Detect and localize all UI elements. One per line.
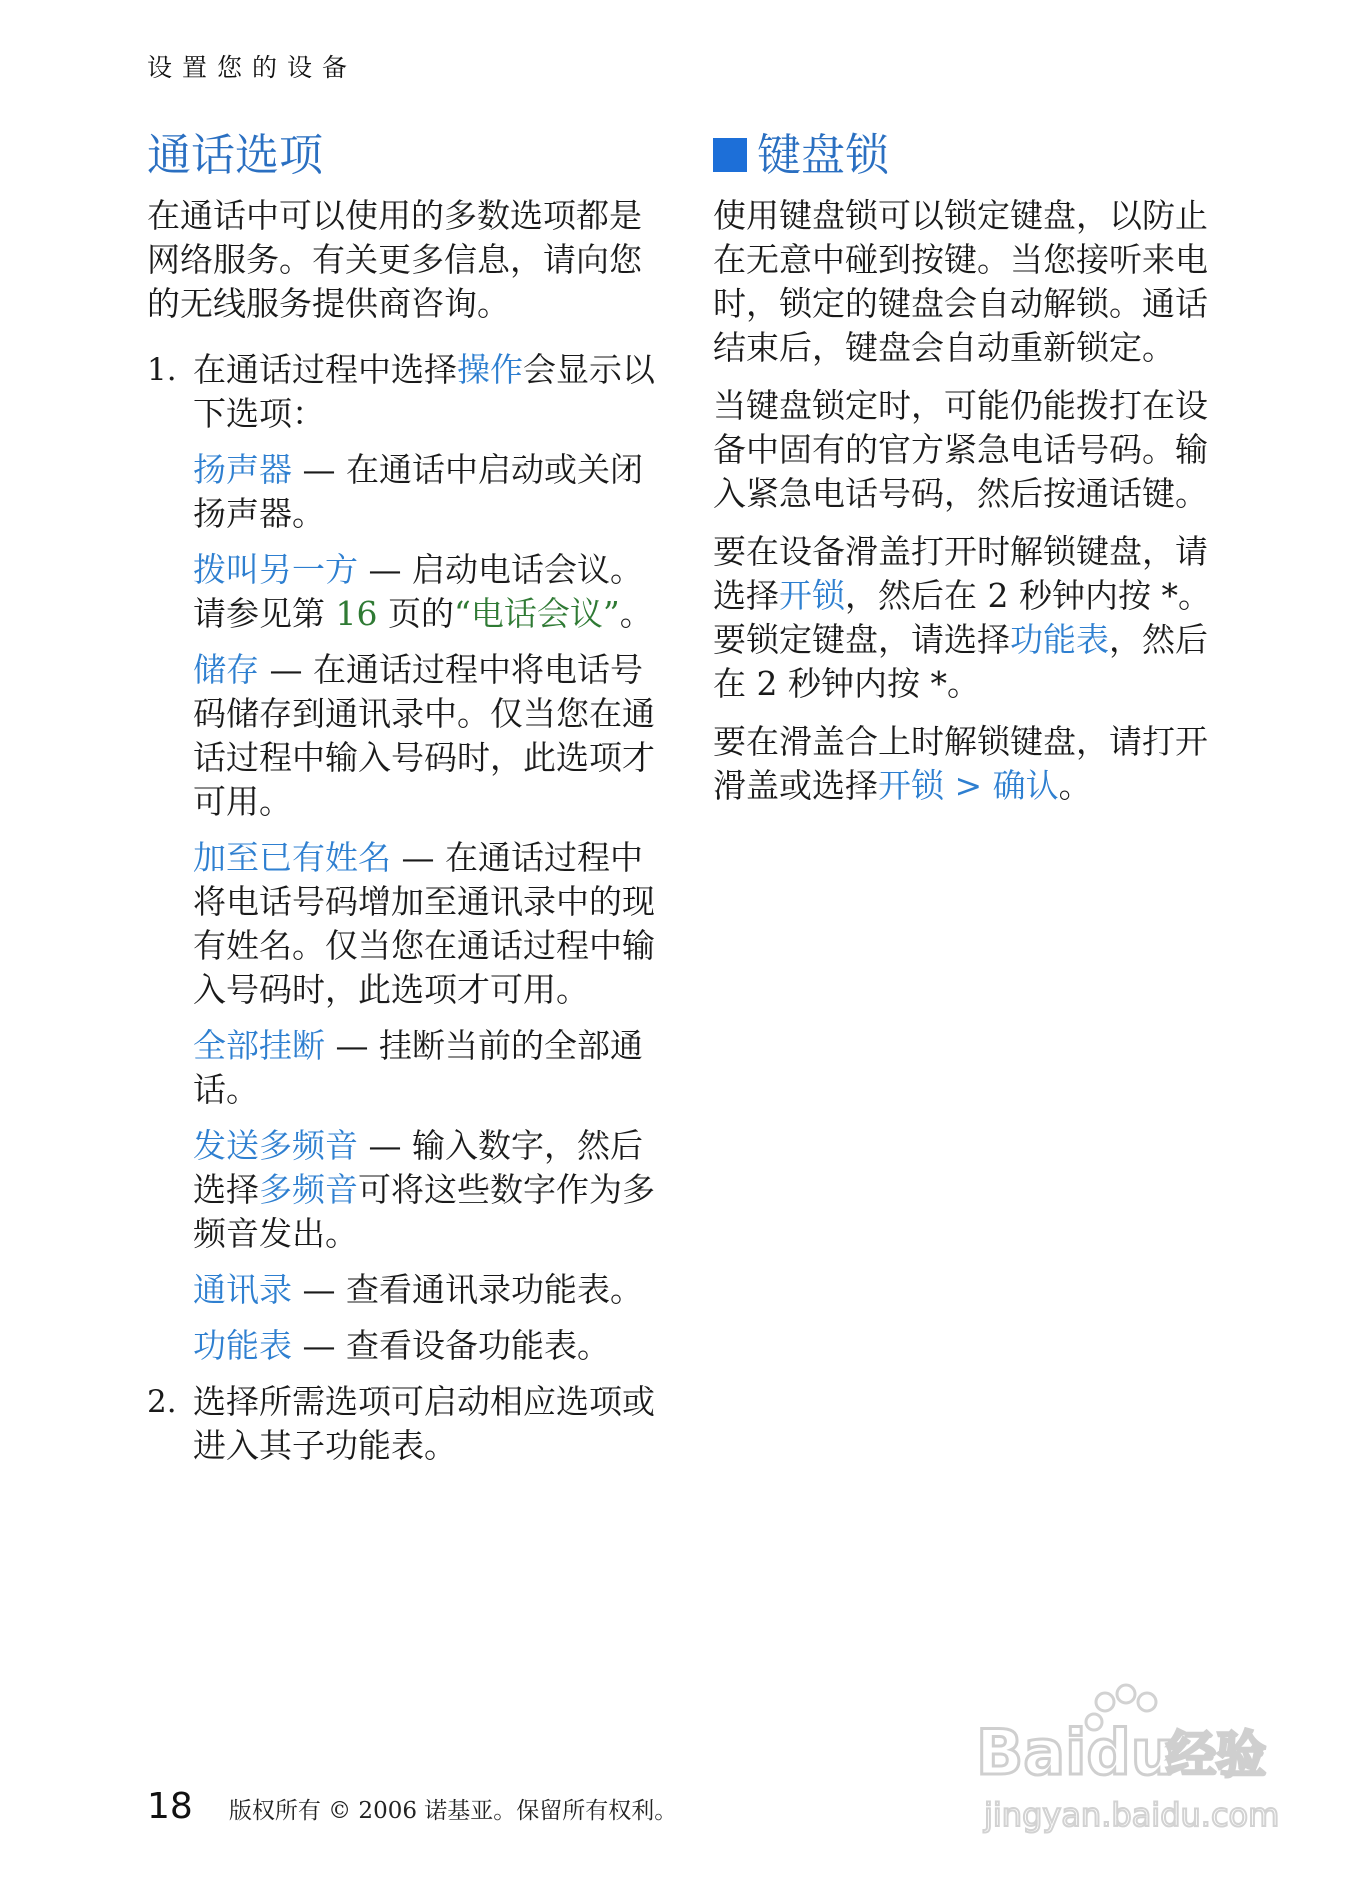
menu-link-menu[interactable]: 功能表 <box>1010 620 1109 659</box>
option-desc: — 查看设备功能表。 <box>292 1326 610 1365</box>
option-add-to-name <box>147 836 667 1012</box>
option-term-menu[interactable]: 功能表 <box>193 1326 292 1365</box>
option-desc: — 查看通讯录功能表。 <box>292 1270 643 1309</box>
option-desc: 可将这些数字作为多频音发出。 <box>193 1170 655 1253</box>
step-2 <box>147 1380 667 1468</box>
option-desc: 页的 <box>377 594 454 633</box>
option-desc: 。 <box>619 594 653 633</box>
option-term-speaker[interactable]: 扬声器 <box>193 450 292 489</box>
menu-path-separator: > <box>944 766 993 805</box>
step-1 <box>147 348 667 436</box>
baidu-watermark-logo <box>966 1676 1286 1856</box>
running-head: 设置您的设备 <box>147 53 358 82</box>
section-heading-call-options: 通话选项 <box>147 130 323 181</box>
option-term-contacts[interactable]: 通讯录 <box>193 1270 292 1309</box>
option-save <box>147 648 667 824</box>
watermark-url: jingyan.baidu.com <box>984 1796 1280 1834</box>
option-desc: — 挂断当前的全部通话。 <box>193 1026 643 1109</box>
option-term-send-dtmf[interactable]: 发送多频音 <box>193 1126 358 1165</box>
option-term-save[interactable]: 储存 <box>193 650 259 689</box>
paragraph-text: ，然后在 2 秒钟内按 *。要锁定键盘，请选择 <box>713 576 1211 659</box>
menu-link-unlock[interactable]: 开锁 <box>779 576 845 615</box>
option-desc: — 输入数字，然后选择 <box>193 1126 643 1209</box>
right-column <box>713 126 1233 822</box>
option-desc: — 在通话中启动或关闭扬声器。 <box>193 450 643 533</box>
step-1-text-end: 会显示以下选项： <box>193 350 655 433</box>
left-column <box>147 126 667 1480</box>
menu-link-options[interactable]: 操作 <box>457 350 523 389</box>
watermark-brand: Baidu <box>976 1716 1175 1789</box>
intro-paragraph: 在通话中可以使用的多数选项都是网络服务。有关更多信息，请向您的无线服务提供商咨询。 <box>147 196 642 323</box>
menu-link-unlock[interactable]: 开锁 <box>878 766 944 805</box>
option-term-add-to-name[interactable]: 加至已有姓名 <box>193 838 391 877</box>
option-desc: — 在通话过程中将电话号码增加至通讯录中的现有姓名。仅当您在通话过程中输入号码时，此选项才可用。 <box>193 838 655 1009</box>
page-number: 18 <box>147 1786 193 1827</box>
option-speaker <box>147 448 667 536</box>
keyguard-paragraph-4 <box>713 720 1233 808</box>
step-2-number: 2. <box>147 1384 177 1420</box>
option-end-all <box>147 1024 667 1112</box>
option-menu <box>147 1324 667 1368</box>
keyguard-heading-text: 键盘锁 <box>757 130 889 181</box>
page-footer <box>147 1786 677 1826</box>
option-contacts <box>147 1268 667 1312</box>
keyguard-paragraph-3 <box>713 530 1233 706</box>
copyright-notice: 版权所有 © 2006 诺基亚。保留所有权利。 <box>228 1798 678 1824</box>
page-reference[interactable]: 16 <box>335 594 378 633</box>
paragraph-text: ，然后在 2 秒钟内按 *。 <box>713 620 1208 703</box>
option-desc: — 启动电话会议。请参见第 <box>193 550 643 633</box>
option-send-dtmf <box>147 1124 667 1256</box>
option-desc: — 在通话过程中将电话号码储存到通讯录中。仅当您在通话过程中输入号码时，此选项才可用。 <box>193 650 655 821</box>
option-term-end-all[interactable]: 全部挂断 <box>193 1026 325 1065</box>
step-2-text: 选择所需选项可启动相应选项或进入其子功能表。 <box>193 1382 655 1465</box>
keyguard-paragraph-2: 当键盘锁定时，可能仍能拨打在设备中固有的官方紧急电话号码。输入紧急电话号码，然后按通话键。 <box>713 386 1208 513</box>
step-1-text: 在通话过程中选择 <box>193 350 457 389</box>
keyguard-paragraph-1: 使用键盘锁可以锁定键盘，以防止在无意中碰到按键。当您接听来电时，锁定的键盘会自动解锁。通话结束后，键盘会自动重新锁定。 <box>713 196 1208 367</box>
paragraph-text: 要在设备滑盖打开时解锁键盘，请选择 <box>713 532 1208 615</box>
option-term-new-call[interactable]: 拨叫另一方 <box>193 550 358 589</box>
paragraph-text: 。 <box>1058 766 1092 805</box>
menu-link-confirm[interactable]: 确认 <box>992 766 1059 805</box>
section-heading-keyguard <box>713 126 1233 186</box>
step-1-number: 1. <box>147 352 177 388</box>
option-link-dtmf[interactable]: 多频音 <box>259 1170 358 1209</box>
square-bullet-icon <box>713 138 747 172</box>
paragraph-text: 要在滑盖合上时解锁键盘，请打开滑盖或选择 <box>713 722 1208 805</box>
cross-reference-conference-call[interactable]: “电话会议” <box>454 594 620 633</box>
option-new-call <box>147 548 667 636</box>
watermark-brand-cn: 经验 <box>1166 1726 1266 1784</box>
